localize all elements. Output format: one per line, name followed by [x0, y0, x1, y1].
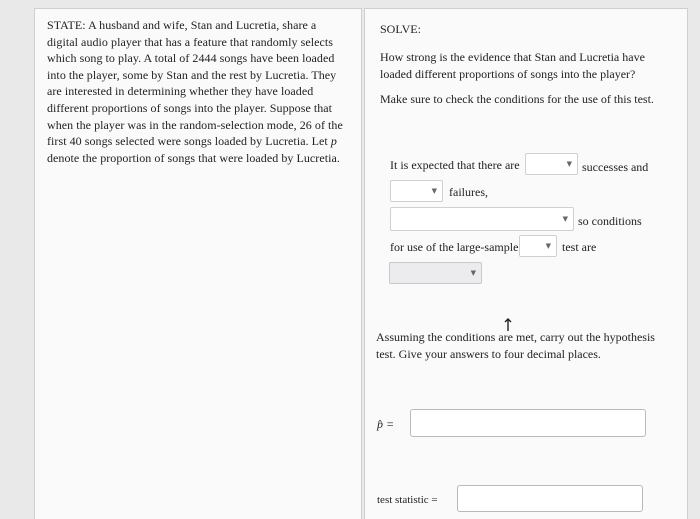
caret-down-icon: ▼: [470, 269, 476, 277]
test-type-dropdown[interactable]: [519, 235, 557, 257]
solve-instruction: Make sure to check the conditions for the use of this test.: [380, 92, 654, 106]
caret-down-icon: ▼: [545, 242, 551, 250]
solve-heading: SOLVE:: [380, 22, 421, 36]
p-hat-label: p̂ =: [377, 417, 395, 431]
state-label: STATE:: [47, 18, 86, 32]
expected-prefix: It is expected that there are: [390, 158, 520, 172]
failures-dropdown[interactable]: [390, 180, 443, 202]
solve-question: How strong is the evidence that Stan and Lucretia have loaded different proportions of songs into the player?: [380, 50, 645, 81]
test-are-label: test are: [562, 240, 597, 254]
for-use-label: for use of the large-sample: [390, 240, 519, 254]
caret-down-icon: ▼: [566, 160, 572, 168]
assuming-text: Assuming the conditions are met, carry out the hypothesis test. Give your answers to four decimal places.: [376, 330, 655, 361]
failures-label: failures,: [449, 185, 488, 199]
test-statistic-label: test statistic =: [377, 494, 438, 506]
successes-and-label: successes and: [582, 160, 649, 174]
successes-dropdown[interactable]: [525, 153, 578, 175]
so-conditions-label: so conditions: [578, 214, 642, 228]
state-text-part2: denote the proportion of songs that were loaded by Lucretia.: [47, 150, 340, 165]
p-symbol: p: [330, 134, 337, 149]
problem-statement: [47, 17, 343, 166]
caret-down-icon: ▼: [431, 187, 437, 195]
test-statistic-input[interactable]: [457, 485, 643, 512]
conditions-dropdown[interactable]: [390, 207, 574, 231]
are-met-dropdown[interactable]: [389, 262, 482, 284]
p-hat-input[interactable]: [410, 409, 646, 437]
state-panel: [34, 8, 362, 519]
caret-down-icon: ▼: [562, 215, 568, 223]
state-text-part1: A husband and wife, Stan and Lucretia, share a digital audio player that has a feature that randomly selects which song to play. A total of 2444 songs have been loaded into the player, some by Stan and the rest by Lucretia. They are interested in determining whether they have loaded different proportions of songs into the player. Suppose that when the player was in the random-selection mode, 26 of the first 40 songs selected were songs loaded by Lucretia. Let: [47, 18, 343, 149]
